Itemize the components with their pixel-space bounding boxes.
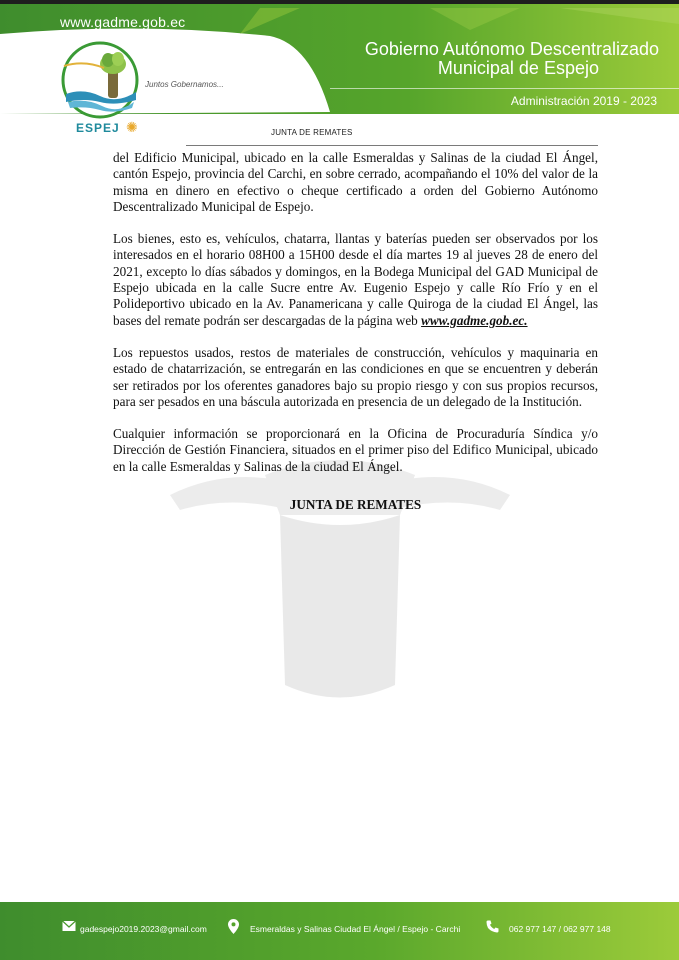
institution-title-line2: Municipal de Espejo — [437, 58, 599, 78]
document-body — [113, 150, 598, 491]
logo-wordmark: ESPEJ — [76, 121, 120, 135]
paragraph-2 — [113, 231, 598, 329]
institution-title — [279, 40, 659, 78]
footer-phone: 062 977 147 / 062 977 148 — [509, 924, 611, 934]
letterhead-footer — [0, 902, 679, 960]
site-url: www.gadme.gob.ec — [60, 14, 186, 30]
paragraph-4: Cualquier información se proporcionará en la Oficina de Procuraduría Síndica y/o Dirección de Gestión Financiera, situados en el primer piso del Edifico Municipal, ubicado en la calle Esmeraldas y Salinas de la ciudad El Ángel. — [113, 426, 598, 474]
header-rule — [186, 145, 598, 146]
email-icon — [62, 920, 76, 932]
paragraph-3: Los repuestos usados, restos de materiales de construcción, vehículos y maquinaria en estado de chatarrización, se entregarán en las condiciones en que se encuentren y deberán ser retirados por los oferentes ganadores bajo su propio riesgo y con sus propios recursos, para ser pesados en una báscula autorizada en presencia de un delegado de la Institución. — [113, 344, 598, 409]
location-pin-icon — [228, 919, 239, 934]
paragraph-1: del Edificio Municipal, ubicado en la calle Esmeraldas y Salinas de la ciudad El Ángel, cantón Espejo, provincia del Carchi, en sobre cerrado, acompañando el 10% del valor de la misma en dinero en efectivo o cheque certificado a orden del Gobierno Autónomo Descentralizado Municipal de Espejo. — [113, 150, 598, 214]
phone-icon — [486, 920, 499, 933]
footer-address: Esmeraldas y Salinas Ciudad El Ángel / Espejo - Carchi — [250, 924, 461, 934]
administration-period: Administración 2019 - 2023 — [510, 94, 657, 108]
website-link[interactable]: www.gadme.gob.ec. — [421, 312, 528, 328]
footer-email: gadespejo2019.2023@gmail.com — [80, 924, 207, 934]
slogan: Juntos Gobernamos... — [145, 80, 224, 89]
signature-block: JUNTA DE REMATES — [289, 497, 422, 512]
institution-title-line1: Gobierno Autónomo Descentralizado — [364, 39, 659, 59]
sun-icon: ✺ — [126, 121, 138, 136]
paragraph-2-text: Los bienes, esto es, vehículos, chatarra, llantas y baterías pueden ser observados por los interesados en el horario 08H00 a 15H00 desde el día martes 19 al jueves 28 de enero del 2021, excepto lo días sábados y domingos, en la Bodega Municipal del GAD Municipal de Espejo ubicada en la calle Sucre entre Av. Eugenio Espejo y calle Río Frío y en el Polideportivo ubicado en la Av. Panamericana y calle Quiroga de la ciudad El Ángel, las bases del remate podrán ser descargadas de la página web — [113, 231, 598, 328]
running-head: JUNTA DE REMATES — [271, 128, 353, 137]
